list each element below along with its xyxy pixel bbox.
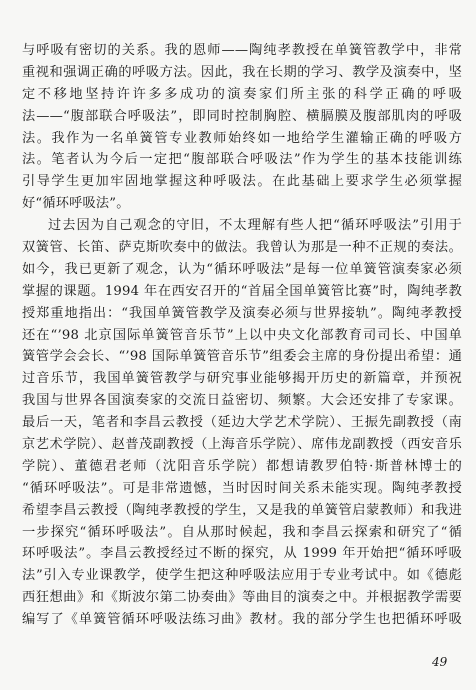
text-line: 法。笔者认为今后一定把“腹部联合呼吸法”作为学生的基本技能训练	[22, 152, 462, 168]
text-line: 过音乐节，我国单簧管教学与研究事业能够揭开历史的新篇章，并预祝	[22, 371, 462, 387]
text-line: 双簧管、长笛、萨克斯吹奏中的做法。我曾认为那是一种不正规的奏法。	[22, 240, 462, 256]
text-line: 京艺术学院）、赵普茂副教授（上海音乐学院）、席伟龙副教授（西安音乐	[22, 437, 462, 453]
paragraph-2	[22, 215, 462, 631]
text-line: 环呼吸法”。李昌云教授经过不断的探究，从 1999 年开始把“循环呼吸	[22, 546, 462, 562]
text-line: “循环呼吸法”。可是非常遗憾，当时因时间关系未能实现。陶纯孝教授	[22, 480, 462, 496]
text-line: 如今，我已更新了观念，认为“循环呼吸法”是每一位单簧管演奏家必须	[22, 261, 462, 277]
text-line: 好“循环呼吸法”。	[22, 196, 130, 212]
text-line: 与呼吸有密切的关系。我的恩师——陶纯孝教授在单簧管教学中，非常	[22, 43, 462, 58]
page-body	[22, 40, 462, 631]
text-line: 掌握的课题。1994 年在西安召开的“首届全国单簧管比赛”时，陶纯孝教	[22, 283, 462, 299]
text-line: 我国与世界各国演奏家的交流日益密切、频繁。大会还安排了专家课。	[22, 393, 462, 409]
text-line: 希望李昌云教授（陶纯孝教授的学生，又是我的单簧管启蒙教师）和我进	[22, 502, 462, 518]
text-line: 重视和强调正确的呼吸方法。因此，我在长期的学习、教学及演奏中，坚	[22, 64, 462, 80]
text-line: 引导学生更加牢固地掌握这种呼吸法。在此基础上要求学生必须掌握	[22, 174, 462, 190]
text-line: 授郑重地指出：“我国单簧管教学及演奏必须与世界接轨”。陶纯孝教授	[22, 305, 462, 321]
text-line: 法。我作为一名单簧管专业教师始终如一地给学生灌输正确的呼吸方	[22, 130, 462, 146]
text-line: 一步探究“循环呼吸法”。自从那时候起，我和李昌云探索和研究了“循	[22, 524, 462, 540]
text-line: 还在“’98 北京国际单簧管音乐节”上以中央文化部教育司司长、中国单	[22, 327, 462, 343]
paragraph-1	[22, 40, 462, 215]
text-line: 法——“腹部联合呼吸法”，即同时控制胸腔、横膈膜及腹部肌肉的呼吸	[22, 108, 462, 124]
text-line: 过去因为自己观念的守旧，不太理解有些人把“循环呼吸法”引用于	[48, 218, 462, 234]
text-line: 编写了《单簧管循环呼吸法练习曲》教材。我的部分学生也把循环呼吸	[22, 612, 462, 628]
text-line: 最后一天，笔者和李昌云教授（延边大学艺术学院）、王振先副教授（南	[22, 415, 462, 431]
page-number: 49	[432, 655, 448, 669]
text-line: 簧管学会会长、“’98 国际单簧管音乐节”组委会主席的身份提出希望：通	[22, 349, 462, 365]
text-line: 法”引入专业课教学，使学生把这种呼吸法应用于专业考试中。如《德彪	[22, 568, 462, 584]
text-line: 西狂想曲》和《斯波尔第二协奏曲》等曲目的演奏之中。并根据教学需要	[22, 590, 462, 606]
text-line: 学院）、董德君老师（沈阳音乐学院）都想请教罗伯特·斯普林博士的	[22, 458, 462, 474]
text-line: 定不移地坚持许许多多成功的演奏家们所主张的科学正确的呼吸	[22, 86, 462, 102]
